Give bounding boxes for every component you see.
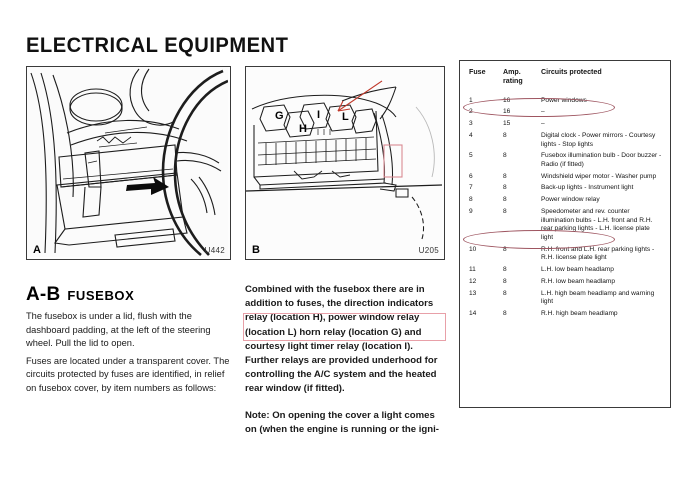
middle-paragraph-1: Combined with the fusebox there are in addition to fuses, the direction indicators relay (location H), power window relay (location L) horn relay (location G) and courtesy light timer relay (location I). — [245, 284, 434, 352]
cell-fuse-number: 12 — [469, 277, 477, 285]
figure-a-letter: A — [33, 244, 41, 256]
table-row — [460, 264, 670, 276]
cell-fuse-number: 6 — [469, 172, 473, 180]
fuse-table-panel — [459, 60, 671, 408]
cell-fuse-number: 14 — [469, 309, 477, 317]
cell-fuse-number: 2 — [469, 108, 473, 116]
cell-fuse-number: 9 — [469, 208, 473, 216]
table-row — [460, 276, 670, 288]
figure-b-code: U205 — [418, 246, 439, 255]
cell-circuits-protected: R.H. front and L.H. rear parking lights - R.H. license plate light — [541, 245, 655, 262]
middle-body-text — [245, 283, 445, 437]
cell-fuse-number: 4 — [469, 131, 473, 139]
table-row — [460, 308, 670, 320]
figure-b-panel — [245, 66, 445, 260]
left-paragraph-2: Fuses are located under a transparent cover. The circuits protected by fuses are identified, in relief on fusebox cover, by item numbers as follows: — [26, 355, 230, 393]
table-row — [460, 151, 670, 171]
page-title: ELECTRICAL EQUIPMENT — [26, 34, 289, 57]
fusebox-location-illustration — [27, 67, 228, 257]
table-row — [460, 195, 670, 207]
cell-amp-rating: 8 — [503, 289, 507, 297]
table-row — [460, 171, 670, 183]
section-heading-sub: FUSEBOX — [67, 288, 135, 303]
middle-note-label: Note: — [245, 409, 270, 421]
cell-amp-rating: 16 — [503, 96, 511, 104]
fuse-table-body — [460, 95, 670, 320]
section-heading-main: A-B — [26, 284, 61, 305]
table-row — [460, 288, 670, 308]
table-row — [460, 107, 670, 119]
cell-amp-rating: 8 — [503, 152, 507, 160]
figure-b-letter: B — [252, 244, 260, 256]
cell-amp-rating: 8 — [503, 131, 507, 139]
section-heading — [26, 284, 134, 306]
middle-note-text: On opening the cover a light comes on (when the engine is running or the igni- — [245, 409, 439, 435]
cell-fuse-number: 1 — [469, 96, 473, 104]
table-row — [460, 206, 670, 244]
cell-fuse-number: 7 — [469, 184, 473, 192]
cell-amp-rating: 15 — [503, 120, 511, 128]
header-amp-rating: Amp. rating — [503, 68, 523, 85]
cell-circuits-protected: Windshield wiper motor - Washer pump — [541, 172, 657, 180]
cell-fuse-number: 8 — [469, 196, 473, 204]
figure-a-code: U442 — [204, 246, 225, 255]
cell-amp-rating: 8 — [503, 265, 507, 273]
cell-fuse-number: 3 — [469, 120, 473, 128]
cell-fuse-number: 11 — [469, 265, 476, 273]
cell-circuits-protected: L.H. low beam headlamp — [541, 265, 614, 273]
table-row — [460, 95, 670, 107]
relay-label-h: H — [299, 123, 307, 135]
table-row — [460, 183, 670, 195]
figure-a-panel — [26, 66, 231, 260]
table-header-row — [460, 61, 670, 95]
cell-amp-rating: 8 — [503, 277, 507, 285]
relay-label-i: I — [317, 109, 321, 121]
header-fuse: Fuse — [469, 68, 486, 76]
cell-amp-rating: 8 — [503, 245, 507, 253]
table-row — [460, 130, 670, 150]
cell-amp-rating: 8 — [503, 172, 507, 180]
cell-amp-rating: 8 — [503, 208, 507, 216]
fusebox-relays-illustration — [246, 67, 442, 257]
fuse-table — [460, 61, 670, 320]
cell-amp-rating: 16 — [503, 108, 511, 116]
cell-circuits-protected: L.H. high beam headlamp and warning light — [541, 289, 655, 306]
cell-circuits-protected: – — [541, 108, 545, 116]
table-row — [460, 244, 670, 264]
cell-circuits-protected: R.H. low beam headlamp — [541, 277, 616, 285]
middle-paragraph-2: Further relays are provided underhood for controlling the A/C system and the heated rear window (if fitted). — [245, 355, 438, 395]
cell-amp-rating: 8 — [503, 196, 507, 204]
left-body-text — [26, 310, 233, 396]
left-paragraph-1: The fusebox is under a lid, flush with the dashboard padding, at the left of the steering wheel. Pull the lid to open. — [26, 311, 211, 349]
cell-circuits-protected: Speedometer and rev. counter illumination bulbs - L.H. front and R.H. rear parking lights - L.H. license plate light — [541, 208, 653, 241]
cell-amp-rating: 8 — [503, 184, 507, 192]
cell-fuse-number: 5 — [469, 152, 473, 160]
cell-circuits-protected: – — [541, 120, 545, 128]
header-circuits-protected: Circuits protected — [541, 68, 602, 76]
table-row — [460, 119, 670, 131]
cell-fuse-number: 13 — [469, 289, 477, 297]
relay-label-l: L — [342, 111, 349, 123]
middle-note — [245, 409, 445, 437]
relay-label-g: G — [275, 110, 284, 122]
cell-circuits-protected: R.H. high beam headlamp — [541, 309, 618, 317]
cell-fuse-number: 10 — [469, 245, 477, 253]
cell-circuits-protected: Back-up lights - Instrument light — [541, 184, 634, 192]
cell-circuits-protected: Digital clock - Power mirrors - Courtesy lights - Stop lights — [541, 131, 656, 148]
cell-circuits-protected: Power windows — [541, 96, 587, 104]
cell-circuits-protected: Fusebox illumination bulb - Door buzzer - Radio (if fitted) — [541, 152, 662, 168]
cell-circuits-protected: Power window relay — [541, 196, 600, 204]
cell-amp-rating: 8 — [503, 309, 507, 317]
